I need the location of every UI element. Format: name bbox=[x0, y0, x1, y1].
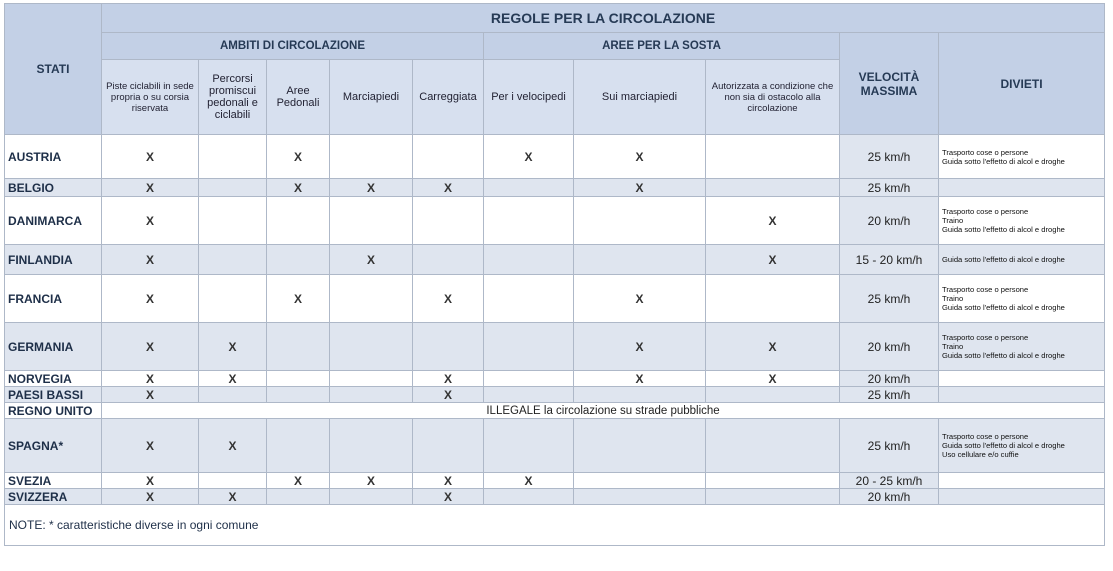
rule-cell: X bbox=[413, 489, 484, 505]
rule-cell: X bbox=[267, 179, 330, 197]
rule-cell: X bbox=[574, 371, 706, 387]
table-row bbox=[5, 403, 1105, 419]
divieto-item: Trasporto cose o persone bbox=[942, 432, 1029, 441]
max-speed: 20 km/h bbox=[840, 371, 939, 387]
divieto-item: Guida sotto l'effetto di alcol e droghe bbox=[942, 351, 1065, 360]
rule-cell bbox=[330, 489, 413, 505]
rule-cell bbox=[199, 245, 267, 275]
rule-cell: X bbox=[706, 245, 840, 275]
rule-cell: X bbox=[267, 473, 330, 489]
table-row bbox=[5, 245, 1105, 275]
rule-cell bbox=[199, 135, 267, 179]
rule-cell bbox=[199, 179, 267, 197]
divieto-item: Trasporto cose o persone bbox=[942, 333, 1029, 342]
rule-cell bbox=[267, 371, 330, 387]
rule-cell: X bbox=[267, 275, 330, 323]
rule-cell: X bbox=[574, 179, 706, 197]
rule-cell: X bbox=[102, 179, 199, 197]
header-velocita: VELOCITÀ MASSIMA bbox=[840, 33, 939, 135]
rule-cell bbox=[199, 387, 267, 403]
max-speed: 20 - 25 km/h bbox=[840, 473, 939, 489]
subheader-aree-pedonali: Aree Pedonali bbox=[267, 60, 330, 135]
max-speed: 25 km/h bbox=[840, 419, 939, 473]
divieti-cell bbox=[939, 275, 1105, 323]
rule-cell bbox=[484, 197, 574, 245]
rule-cell bbox=[484, 387, 574, 403]
divieto-item: Guida sotto l'effetto di alcol e droghe bbox=[942, 225, 1065, 234]
table-title: REGOLE PER LA CIRCOLAZIONE bbox=[102, 4, 1105, 33]
rule-cell: X bbox=[706, 371, 840, 387]
subheader-marciapiedi: Marciapiedi bbox=[330, 60, 413, 135]
rule-cell bbox=[706, 179, 840, 197]
rule-cell bbox=[574, 387, 706, 403]
rule-cell bbox=[330, 419, 413, 473]
header-ambiti: AMBITI DI CIRCOLAZIONE bbox=[102, 33, 484, 60]
max-speed: 25 km/h bbox=[840, 135, 939, 179]
rule-cell: X bbox=[330, 179, 413, 197]
header-divieti: DIVIETI bbox=[939, 33, 1105, 135]
rule-cell bbox=[413, 419, 484, 473]
rule-cell: X bbox=[413, 473, 484, 489]
rule-cell: X bbox=[574, 323, 706, 371]
max-speed: 20 km/h bbox=[840, 197, 939, 245]
rule-cell: X bbox=[199, 419, 267, 473]
rule-cell: X bbox=[413, 275, 484, 323]
rule-cell bbox=[330, 275, 413, 323]
rule-cell: X bbox=[102, 275, 199, 323]
rule-cell bbox=[330, 387, 413, 403]
table-row bbox=[5, 179, 1105, 197]
state-name: GERMANIA bbox=[5, 323, 102, 371]
rule-cell: X bbox=[413, 371, 484, 387]
rule-cell bbox=[706, 135, 840, 179]
rule-cell: X bbox=[199, 371, 267, 387]
divieti-cell bbox=[939, 489, 1105, 505]
divieti-cell bbox=[939, 419, 1105, 473]
rule-cell bbox=[484, 323, 574, 371]
rule-cell bbox=[267, 245, 330, 275]
rule-cell: X bbox=[413, 387, 484, 403]
divieti-cell bbox=[939, 179, 1105, 197]
rule-cell: X bbox=[574, 275, 706, 323]
rule-cell: X bbox=[706, 197, 840, 245]
rule-cell bbox=[574, 197, 706, 245]
rule-cell bbox=[199, 275, 267, 323]
table-row bbox=[5, 275, 1105, 323]
divieto-item: Trasporto cose o persone bbox=[942, 147, 1029, 157]
divieti-cell bbox=[939, 197, 1105, 245]
divieti-cell bbox=[939, 371, 1105, 387]
rule-cell bbox=[267, 323, 330, 371]
divieto-item: Traino bbox=[942, 216, 964, 225]
subheader-per-velocipedi: Per i velocipedi bbox=[484, 60, 574, 135]
rule-cell bbox=[484, 245, 574, 275]
table-row bbox=[5, 419, 1105, 473]
rule-cell bbox=[413, 197, 484, 245]
table-note: NOTE: * caratteristiche diverse in ogni comune bbox=[5, 505, 1105, 546]
rule-cell bbox=[413, 323, 484, 371]
divieto-item: Guida sotto l'effetto di alcol e droghe bbox=[942, 255, 1065, 264]
state-name: REGNO UNITO bbox=[5, 403, 102, 419]
divieto-item: Traino bbox=[942, 342, 964, 351]
rule-cell: X bbox=[330, 473, 413, 489]
rule-cell: X bbox=[102, 323, 199, 371]
rule-cell: X bbox=[199, 489, 267, 505]
rule-cell: X bbox=[102, 197, 199, 245]
rule-cell bbox=[484, 489, 574, 505]
state-name: SVIZZERA bbox=[5, 489, 102, 505]
max-speed: 25 km/h bbox=[840, 387, 939, 403]
state-name: AUSTRIA bbox=[5, 135, 102, 179]
rule-cell bbox=[267, 197, 330, 245]
max-speed: 15 - 20 km/h bbox=[840, 245, 939, 275]
subheader-carreggiata: Carreggiata bbox=[413, 60, 484, 135]
rule-cell bbox=[706, 489, 840, 505]
rule-cell bbox=[484, 371, 574, 387]
rule-cell bbox=[706, 419, 840, 473]
header-stati: STATI bbox=[5, 4, 102, 135]
state-name: FRANCIA bbox=[5, 275, 102, 323]
state-name: SPAGNA* bbox=[5, 419, 102, 473]
rule-cell bbox=[199, 473, 267, 489]
divieto-item: Trasporto cose o persone bbox=[942, 285, 1029, 294]
rule-cell bbox=[413, 135, 484, 179]
rule-cell: X bbox=[102, 245, 199, 275]
divieto-item: Guida sotto l'effetto di alcol e droghe bbox=[942, 303, 1065, 312]
rule-cell: X bbox=[102, 473, 199, 489]
rule-cell bbox=[574, 473, 706, 489]
rule-cell: X bbox=[574, 135, 706, 179]
rule-cell bbox=[330, 197, 413, 245]
rule-cell bbox=[574, 245, 706, 275]
subheader-piste: Piste ciclabili in sede propria o su corsia riservata bbox=[102, 60, 199, 135]
rule-cell: X bbox=[102, 371, 199, 387]
rule-cell bbox=[267, 387, 330, 403]
rule-cell bbox=[267, 419, 330, 473]
rule-cell: X bbox=[706, 323, 840, 371]
rule-cell: X bbox=[484, 473, 574, 489]
rule-cell bbox=[484, 275, 574, 323]
regole-table bbox=[4, 3, 1105, 546]
table-row bbox=[5, 489, 1105, 505]
illegal-note: ILLEGALE la circolazione su strade pubbliche bbox=[102, 403, 1105, 419]
rule-cell: X bbox=[484, 135, 574, 179]
table-row bbox=[5, 473, 1105, 489]
rule-cell bbox=[484, 419, 574, 473]
max-speed: 25 km/h bbox=[840, 179, 939, 197]
divieto-item: Uso cellulare e/o cuffie bbox=[942, 450, 1019, 459]
rule-cell bbox=[706, 387, 840, 403]
rule-cell bbox=[330, 135, 413, 179]
divieti-cell bbox=[939, 323, 1105, 371]
rule-cell bbox=[413, 245, 484, 275]
subheader-sui-marciapiedi: Sui marciapiedi bbox=[574, 60, 706, 135]
table-row bbox=[5, 387, 1105, 403]
divieto-item: Guida sotto l'effetto di alcol e droghe bbox=[942, 156, 1065, 166]
divieto-item: Traino bbox=[942, 294, 964, 303]
subheader-percorsi: Percorsi promiscui pedonali e ciclabili bbox=[199, 60, 267, 135]
state-name: SVEZIA bbox=[5, 473, 102, 489]
divieti-cell bbox=[939, 473, 1105, 489]
rule-cell bbox=[706, 275, 840, 323]
divieti-cell bbox=[939, 387, 1105, 403]
state-name: BELGIO bbox=[5, 179, 102, 197]
state-name: PAESI BASSI bbox=[5, 387, 102, 403]
rule-cell: X bbox=[102, 135, 199, 179]
max-speed: 20 km/h bbox=[840, 323, 939, 371]
rule-cell: X bbox=[267, 135, 330, 179]
divieti-cell bbox=[939, 245, 1105, 275]
rule-cell bbox=[330, 323, 413, 371]
divieti-cell bbox=[939, 135, 1105, 179]
rule-cell: X bbox=[330, 245, 413, 275]
table-body bbox=[5, 135, 1105, 505]
rule-cell bbox=[199, 197, 267, 245]
max-speed: 25 km/h bbox=[840, 275, 939, 323]
subheader-autorizzata: Autorizzata a condizione che non sia di ostacolo alla circolazione bbox=[706, 60, 840, 135]
rule-cell: X bbox=[102, 489, 199, 505]
table-row bbox=[5, 135, 1105, 179]
rule-cell bbox=[484, 179, 574, 197]
rule-cell: X bbox=[199, 323, 267, 371]
max-speed: 20 km/h bbox=[840, 489, 939, 505]
rule-cell: X bbox=[413, 179, 484, 197]
rule-cell bbox=[267, 489, 330, 505]
rule-cell bbox=[574, 489, 706, 505]
rule-cell bbox=[330, 371, 413, 387]
table-row bbox=[5, 197, 1105, 245]
state-name: NORVEGIA bbox=[5, 371, 102, 387]
rule-cell: X bbox=[102, 387, 199, 403]
state-name: FINLANDIA bbox=[5, 245, 102, 275]
rule-cell bbox=[706, 473, 840, 489]
table-row bbox=[5, 371, 1105, 387]
rule-cell: X bbox=[102, 419, 199, 473]
state-name: DANIMARCA bbox=[5, 197, 102, 245]
table-row bbox=[5, 323, 1105, 371]
rule-cell bbox=[574, 419, 706, 473]
divieto-item: Trasporto cose o persone bbox=[942, 207, 1029, 216]
divieto-item: Guida sotto l'effetto di alcol e droghe bbox=[942, 441, 1065, 450]
header-aree-sosta: AREE PER LA SOSTA bbox=[484, 33, 840, 60]
